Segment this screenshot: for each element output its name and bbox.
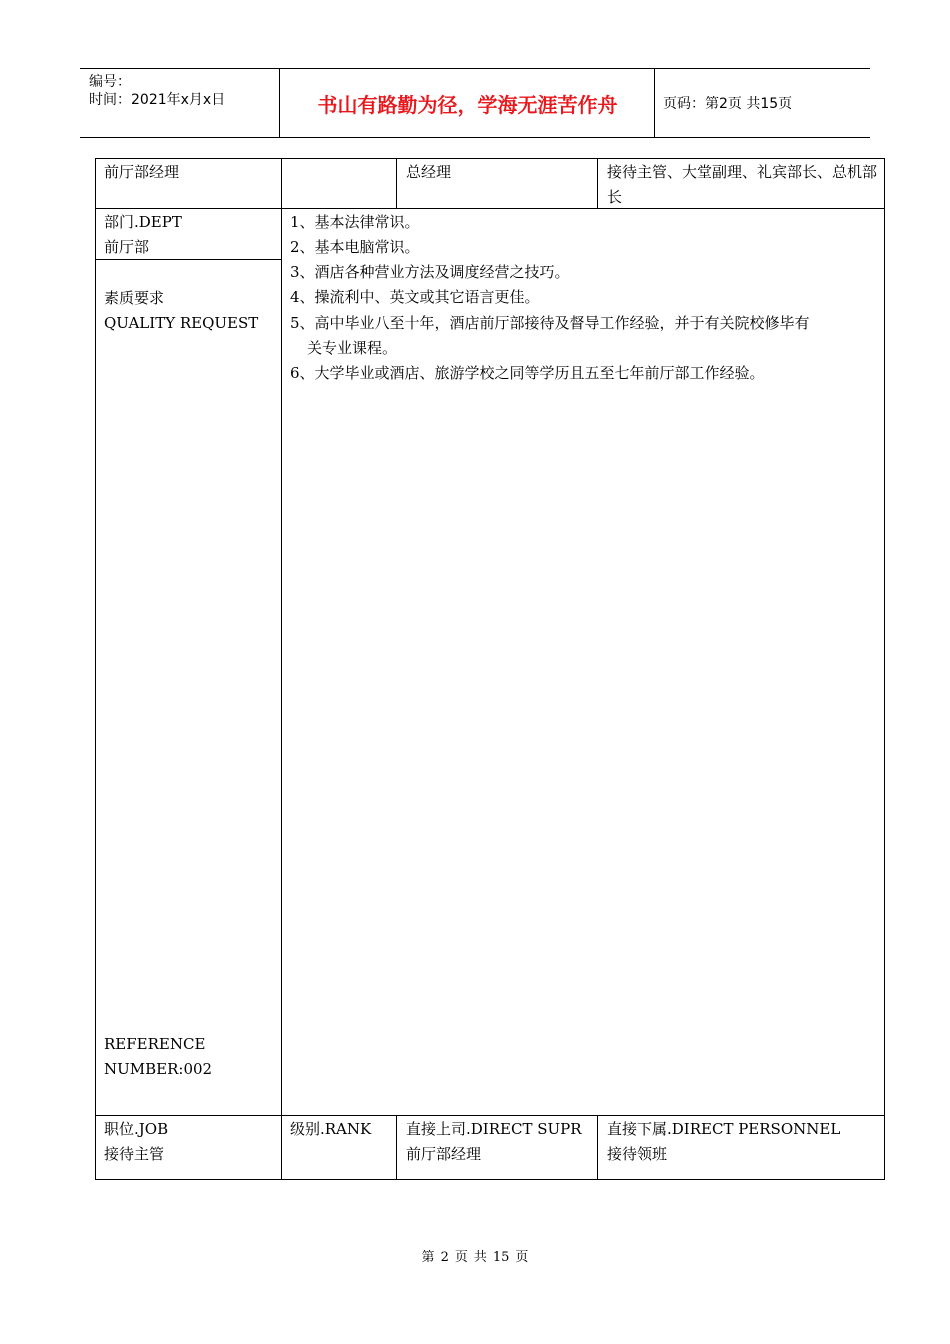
subordinates-value: 接待领班 — [607, 1145, 668, 1163]
list-item: 关专业课程。 — [307, 339, 398, 357]
dept-label: 部门.DEPT — [104, 213, 182, 231]
reference-number: NUMBER:002 — [104, 1060, 213, 1078]
page-code: 页码：第2页 共15页 — [663, 96, 793, 112]
table-line — [281, 158, 282, 1180]
job-value: 接待主管 — [104, 1145, 165, 1163]
motto: 书山有路勤为径，学海无涯苦作舟 — [281, 69, 655, 137]
footer-ye: 页 — [454, 1250, 468, 1265]
row1-supervisor: 总经理 — [406, 163, 452, 181]
table-line — [396, 1115, 397, 1180]
row1-subordinates: 接待主管、大堂副理、礼宾部长、总机部长 — [607, 163, 878, 206]
subordinates-label: 直接下属.DIRECT PERSONNEL — [607, 1120, 841, 1138]
number-label: 编号： — [89, 74, 131, 90]
table-line — [884, 158, 885, 1180]
list-item: 5、高中毕业八至十年，酒店前厅部接待及督导工作经验，并于有关院校修毕有 — [290, 314, 810, 332]
quality-label-en: QUALITY REQUEST — [104, 314, 259, 332]
page-header — [80, 68, 870, 138]
row1-position: 前厅部经理 — [104, 163, 180, 181]
time-label: 时间：2021年x月x日 — [89, 92, 226, 108]
reference-label: REFERENCE — [104, 1035, 206, 1053]
list-item: 1、基本法律常识。 — [290, 213, 420, 231]
table-line — [597, 158, 598, 208]
quality-label-cn: 素质要求 — [104, 289, 165, 307]
list-item: 6、大学毕业或酒店、旅游学校之同等学历且五至七年前厅部工作经验。 — [290, 364, 765, 382]
rank-label: 级别.RANK — [290, 1120, 372, 1138]
footer-page: 2 — [440, 1250, 449, 1265]
page-footer — [0, 1246, 950, 1265]
table-line — [95, 1179, 885, 1180]
footer-gong: 共 — [473, 1250, 487, 1265]
table-line — [95, 158, 96, 1180]
table-line — [95, 1115, 885, 1116]
table-line — [396, 158, 397, 208]
footer-di: 第 — [421, 1250, 435, 1265]
header-meta — [80, 69, 280, 137]
job-label: 职位.JOB — [104, 1120, 169, 1138]
list-item: 2、基本电脑常识。 — [290, 238, 420, 256]
footer-total: 15 — [492, 1250, 510, 1265]
table-line — [95, 158, 885, 159]
table-line — [597, 1115, 598, 1180]
supervisor-value: 前厅部经理 — [406, 1145, 482, 1163]
dept-value: 前厅部 — [104, 238, 150, 256]
list-item: 4、操流利中、英文或其它语言更佳。 — [290, 288, 540, 306]
supervisor-label: 直接上司.DIRECT SUPR — [406, 1120, 582, 1138]
footer-ye2: 页 — [515, 1250, 529, 1265]
list-item: 3、酒店各种营业方法及调度经营之技巧。 — [290, 263, 570, 281]
